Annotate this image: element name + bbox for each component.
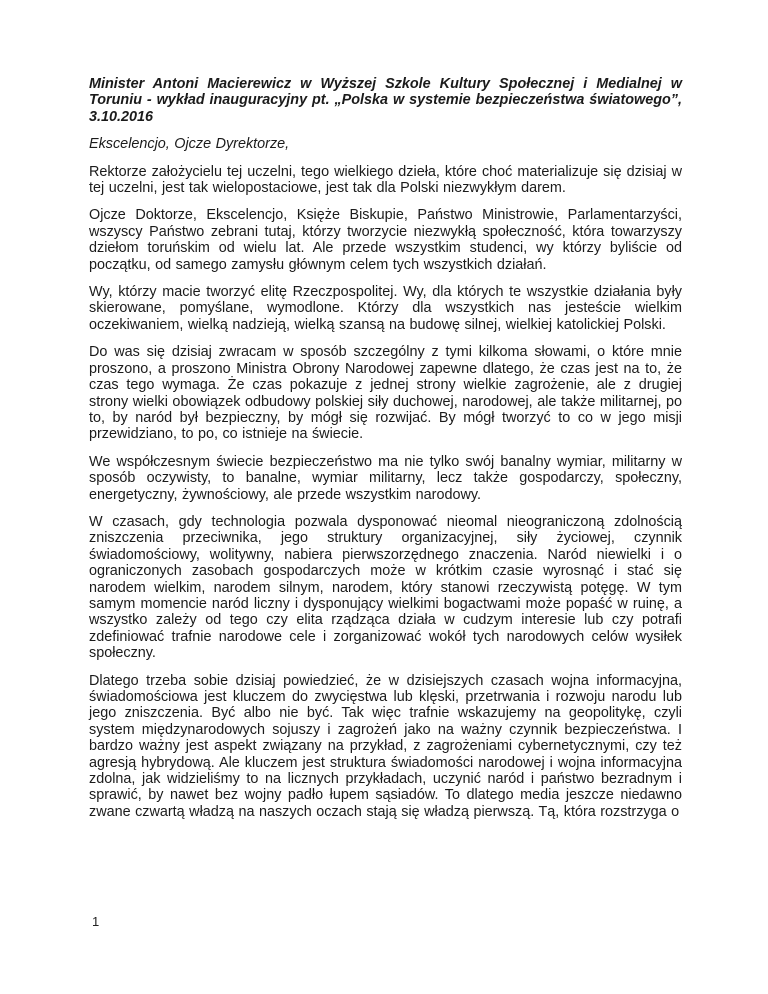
body-paragraph: Rektorze założycielu tej uczelni, tego wielkiego dzieła, które choć materializuje się dzisiaj w tej uczelni, jest tak wielopostaciowe, jest tak dla Polski niezwykłym darem. (89, 163, 682, 197)
body-paragraph: Wy, którzy macie tworzyć elitę Rzeczpospolitej. Wy, dla których te wszystkie działania były skierowane, pomyślane, wymodlone. Którzy dla wszystkich nas jesteście wielkim oczekiwaniem, wielką nadzieją, wielką szansą na budowę silnej, wielkiej katolickiej Polski. (89, 284, 682, 333)
body-paragraph: Do was się dzisiaj zwracam w sposób szczególny z tymi kilkoma słowami, o które mnie proszono, a proszono Ministra Obrony Narodowej zapewne dlatego, że czas jest na to, że czas tego wymaga. Że czas pokazuje z jednej strony wielkie zagrożenie, ale z drugiej strony wielki obowiązek odbudowy polskiej siły duchowej, narodowej, ale także militarnej, po to, by naród był bezpieczny, by mógł się rozwijać. By mógł tworzyć to co w jego misji przewidziano, to po, co istnieje na świecie. (89, 344, 682, 443)
body-paragraph: We współczesnym świecie bezpieczeństwo ma nie tylko swój banalny wymiar, militarny w sposób oczywisty, to banalne, wymiar militarny, lecz także gospodarczy, społeczny, energetyczny, żywnościowy, ale przede wszystkim narodowy. (89, 453, 682, 503)
salutation-line: Ekscelencjo, Ojcze Dyrektorze, (89, 136, 290, 153)
document-title: Minister Antoni Macierewicz w Wyższej Szkole Kultury Społecznej i Medialnej w Toruniu - wykład inauguracyjny pt. „Polska w systemie bezpieczeństwa światowego”, 3.10.2016 (89, 76, 682, 125)
document-body (89, 76, 682, 831)
body-paragraph: W czasach, gdy technologia pozwala dysponować nieomal nieograniczoną zdolnością zniszczenia przeciwnika, jego struktury organizacyjnej, siły życiowej, czynnik świadomościowy, wolitywny, nabiera pierwszorzędnego znaczenia. Naród niewielki i o ograniczonych zasobach gospodarczych może w krótkim czasie wyrosnąć i stać się narodem wielkim, narodem silnym, narodem, który stanowi rzeczywistą potęgę. W tym samym momencie naród liczny i dysponujący wielkimi bogactwami może popaść w ruinę, a wszystko zależy od tego czy elita rządząca działa w cudzym interesie lub czy potrafi zdefiniować trafnie narodowe cele i zorganizować wokół tych narodowych celów wysiłek społeczny. (89, 513, 682, 662)
page-number: 1 (92, 914, 100, 929)
body-paragraph: Ojcze Doktorze, Ekscelencjo, Księże Biskupie, Państwo Ministrowie, Parlamentarzyści, wszyscy Państwo zebrani tutaj, którzy tworzycie niezwykłą społeczność, która towarzyszy dziełom toruńskim od wielu lat. Ale przede wszystkim studenci, wy którzy byliście od początku, od samego zamysłu głównym celem tych wszystkich działań. (89, 207, 682, 273)
body-paragraph: Dlatego trzeba sobie dzisiaj powiedzieć, że w dzisiejszych czasach wojna informacyjna, świadomościowa jest kluczem do zwycięstwa lub klęski, przetrwania i rozwoju narodu lub jego zniszczenia. Być albo nie być. Tak więc trafnie wskazujemy na geopolitykę, czyli system międzynarodowych sojuszy i zagrożeń jako na ważny czynnik bezpieczeństwa. I bardzo ważny jest aspekt związany na przykład, z zagrożeniami cybernetycznymi, czy też agresją hybrydową. Ale kluczem jest struktura świadomości narodowej i wojna informacyjna zdolna, jak widzieliśmy to na licznych przykładach, uczynić naród i państwo bezradnym i sprawić, by nawet bez wojny padło łupem sąsiadów. To dlatego media jeszcze niedawno zwane czwartą władzą na naszych oczach stają się władzą pierwszą. Tą, która rozstrzyga o (89, 672, 682, 820)
